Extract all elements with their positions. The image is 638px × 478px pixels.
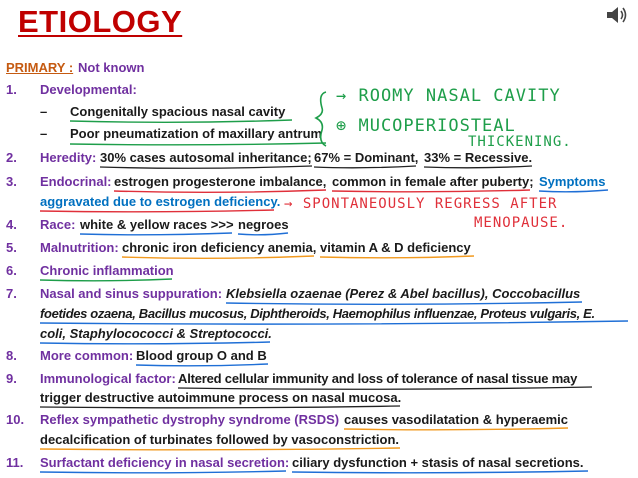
handwritten-note-roomy: → ROOMY NASAL CAVITY: [336, 86, 561, 106]
primary-label: PRIMARY :: [6, 60, 74, 75]
suppuration-label: Nasal and sinus suppuration:: [40, 286, 223, 301]
malnutrition-label: Malnutrition:: [40, 240, 119, 255]
underline: [332, 190, 530, 192]
heredity-label: Heredity:: [40, 150, 97, 165]
underline: [100, 166, 312, 168]
handwritten-note-mucoperiosteal: ⊕ MUCOPERIOSTEAL: [336, 116, 516, 136]
primary-value: Not known: [78, 60, 145, 75]
reflex-label: Reflex sympathetic dystrophy syndrome (RSDS): [40, 412, 340, 427]
underline: [539, 190, 608, 192]
underline: [40, 342, 270, 344]
underline: [292, 471, 588, 473]
handwritten-note-menopause: MENOPAUSE.: [474, 215, 569, 231]
surfactant-label: Surfactant deficiency in nasal secretion:: [40, 455, 290, 470]
handwritten-note-regress: → SPONTANEOUSLY REGRESS AFTER: [284, 196, 558, 212]
chronic-label: Chronic inflammation: [40, 263, 174, 278]
underline: [344, 428, 568, 430]
underline: [40, 210, 274, 212]
underline: [40, 279, 172, 281]
sub-text: Congenitally spacious nasal cavity: [70, 104, 286, 119]
developmental-label: Developmental:: [40, 82, 137, 97]
underline: [320, 256, 474, 258]
race-label: Race:: [40, 217, 76, 232]
underline: [80, 233, 232, 235]
endocrinal-label: Endocrinal:: [40, 174, 112, 189]
underline: [122, 256, 314, 258]
item-number: 1.: [6, 82, 17, 97]
slide-title: ETIOLOGY: [18, 4, 183, 39]
underline: [40, 448, 400, 450]
speaker-icon[interactable]: [604, 4, 630, 26]
underline: [70, 143, 326, 145]
underline: [178, 387, 592, 389]
common-label: More common:: [40, 348, 134, 363]
underline: [136, 364, 268, 366]
sub-text: Poor pneumatization of maxillary antrum: [70, 126, 323, 141]
underline: [114, 190, 326, 192]
immunological-label: Immunological factor:: [40, 371, 176, 386]
underline: [40, 471, 286, 473]
underline: [226, 302, 582, 304]
underline: [40, 321, 628, 324]
underline: [238, 233, 288, 235]
underline: [70, 120, 292, 122]
handwritten-note-thickening: THICKENING.: [468, 134, 572, 150]
underline: [40, 406, 400, 408]
underline: [424, 166, 532, 168]
underline: [314, 166, 416, 168]
